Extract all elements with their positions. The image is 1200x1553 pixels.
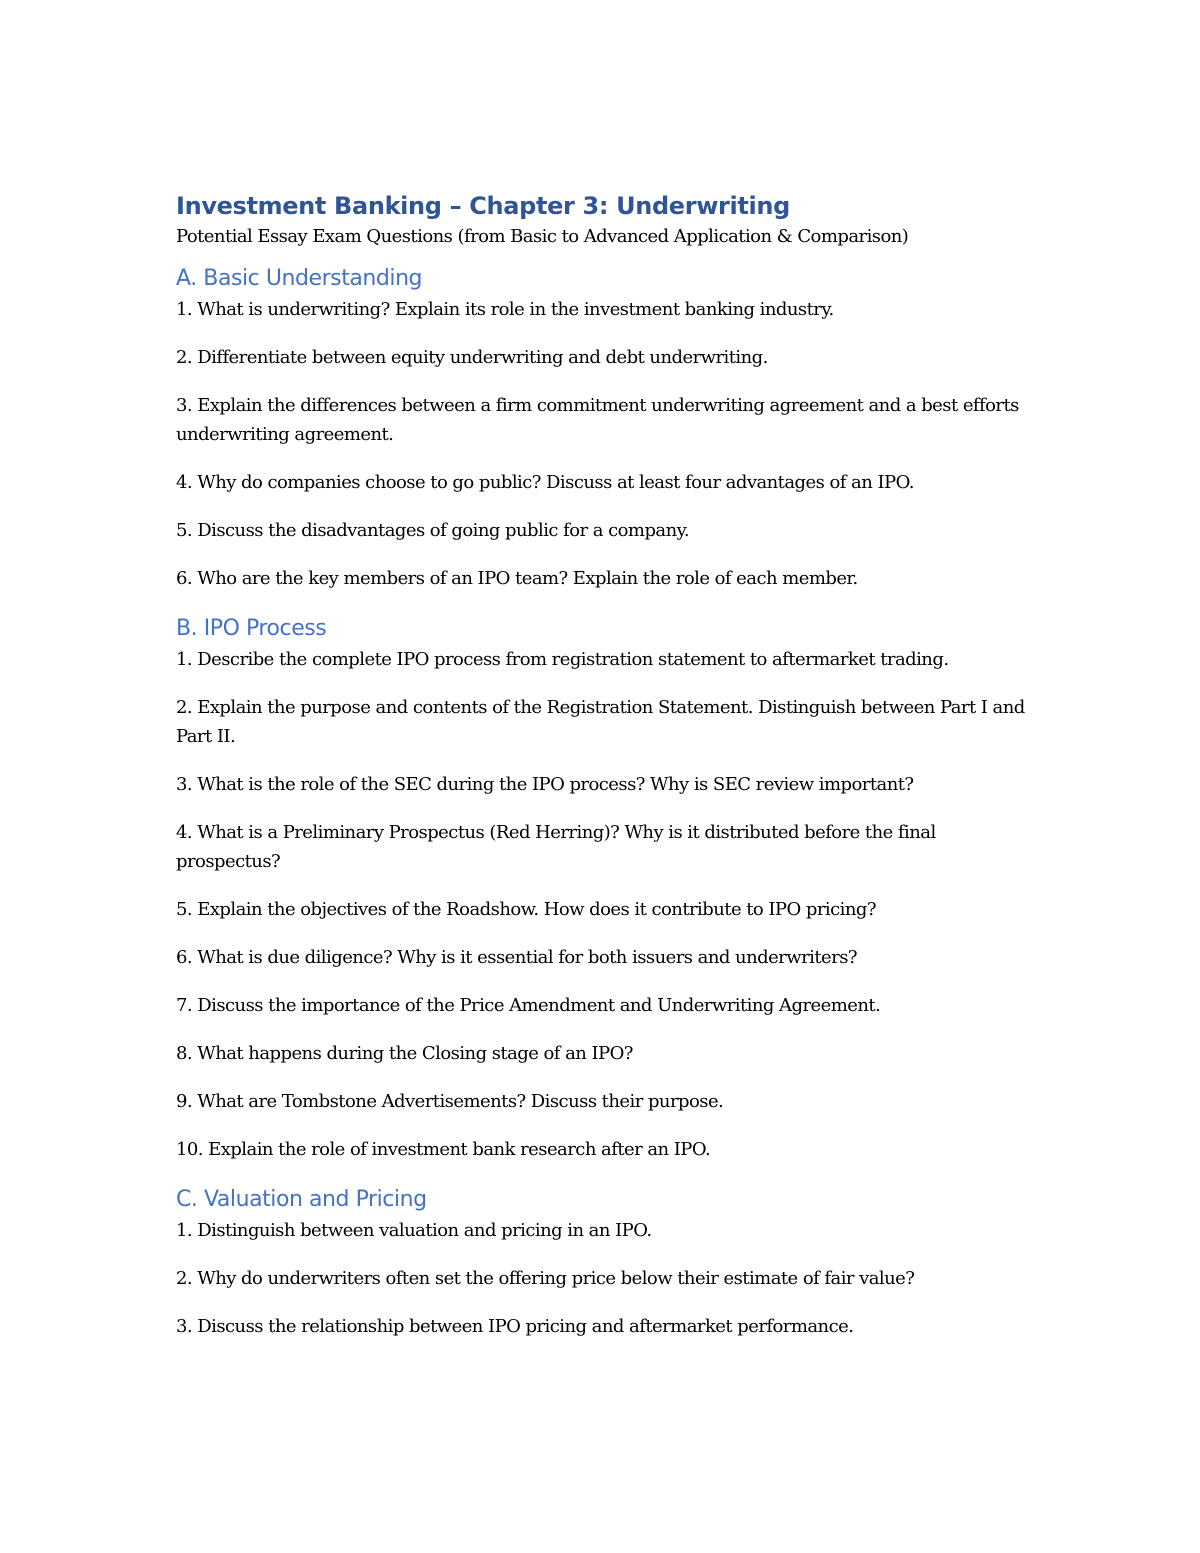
section-basic-understanding bbox=[176, 262, 1026, 593]
question-b3: 3. What is the role of the SEC during the IPO process? Why is SEC review important? bbox=[176, 774, 914, 795]
ipo-process-question-list bbox=[176, 645, 1026, 1164]
question-b7: 7. Discuss the importance of the Price Amendment and Underwriting Agreement. bbox=[176, 995, 881, 1016]
question-a5: 5. Discuss the disadvantages of going public for a company. bbox=[176, 520, 690, 541]
question-b8: 8. What happens during the Closing stage of an IPO? bbox=[176, 1043, 633, 1064]
section-ipo-process bbox=[176, 612, 1026, 1164]
document-content bbox=[176, 190, 1026, 1360]
question-a2: 2. Differentiate between equity underwriting and debt underwriting. bbox=[176, 347, 768, 368]
question-b1: 1. Describe the complete IPO process from registration statement to aftermarket trading. bbox=[176, 649, 949, 670]
document-subtitle: Potential Essay Exam Questions (from Basic to Advanced Application & Comparison) bbox=[176, 226, 909, 247]
document-title: Investment Banking – Chapter 3: Underwriting bbox=[176, 192, 790, 220]
question-a6: 6. Who are the key members of an IPO team? Explain the role of each member. bbox=[176, 568, 858, 589]
basic-understanding-question-list bbox=[176, 295, 1026, 593]
question-c3: 3. Discuss the relationship between IPO pricing and aftermarket performance. bbox=[176, 1316, 854, 1337]
question-a4: 4. Why do companies choose to go public? Discuss at least four advantages of an IPO. bbox=[176, 472, 914, 493]
question-b6: 6. What is due diligence? Why is it essential for both issuers and underwriters? bbox=[176, 947, 857, 968]
question-c1: 1. Distinguish between valuation and pricing in an IPO. bbox=[176, 1220, 652, 1241]
question-b2: 2. Explain the purpose and contents of the Registration Statement. Distinguish between Part I and Part II. bbox=[176, 697, 1025, 747]
section-heading-valuation-and-pricing: C. Valuation and Pricing bbox=[176, 1187, 427, 1212]
question-b5: 5. Explain the objectives of the Roadshow. How does it contribute to IPO pricing? bbox=[176, 899, 876, 920]
question-b9: 9. What are Tombstone Advertisements? Discuss their purpose. bbox=[176, 1091, 724, 1112]
section-heading-basic-understanding: A. Basic Understanding bbox=[176, 266, 423, 291]
question-a1: 1. What is underwriting? Explain its role in the investment banking industry. bbox=[176, 299, 834, 320]
question-b4: 4. What is a Preliminary Prospectus (Red Herring)? Why is it distributed before the final prospectus? bbox=[176, 822, 936, 872]
question-b10: 10. Explain the role of investment bank research after an IPO. bbox=[176, 1139, 711, 1160]
question-a3: 3. Explain the differences between a firm commitment underwriting agreement and a best efforts underwriting agreement. bbox=[176, 395, 1019, 445]
question-c2: 2. Why do underwriters often set the offering price below their estimate of fair value? bbox=[176, 1268, 915, 1289]
section-heading-ipo-process: B. IPO Process bbox=[176, 616, 327, 641]
section-valuation-and-pricing bbox=[176, 1183, 1026, 1341]
valuation-and-pricing-question-list bbox=[176, 1216, 1026, 1341]
